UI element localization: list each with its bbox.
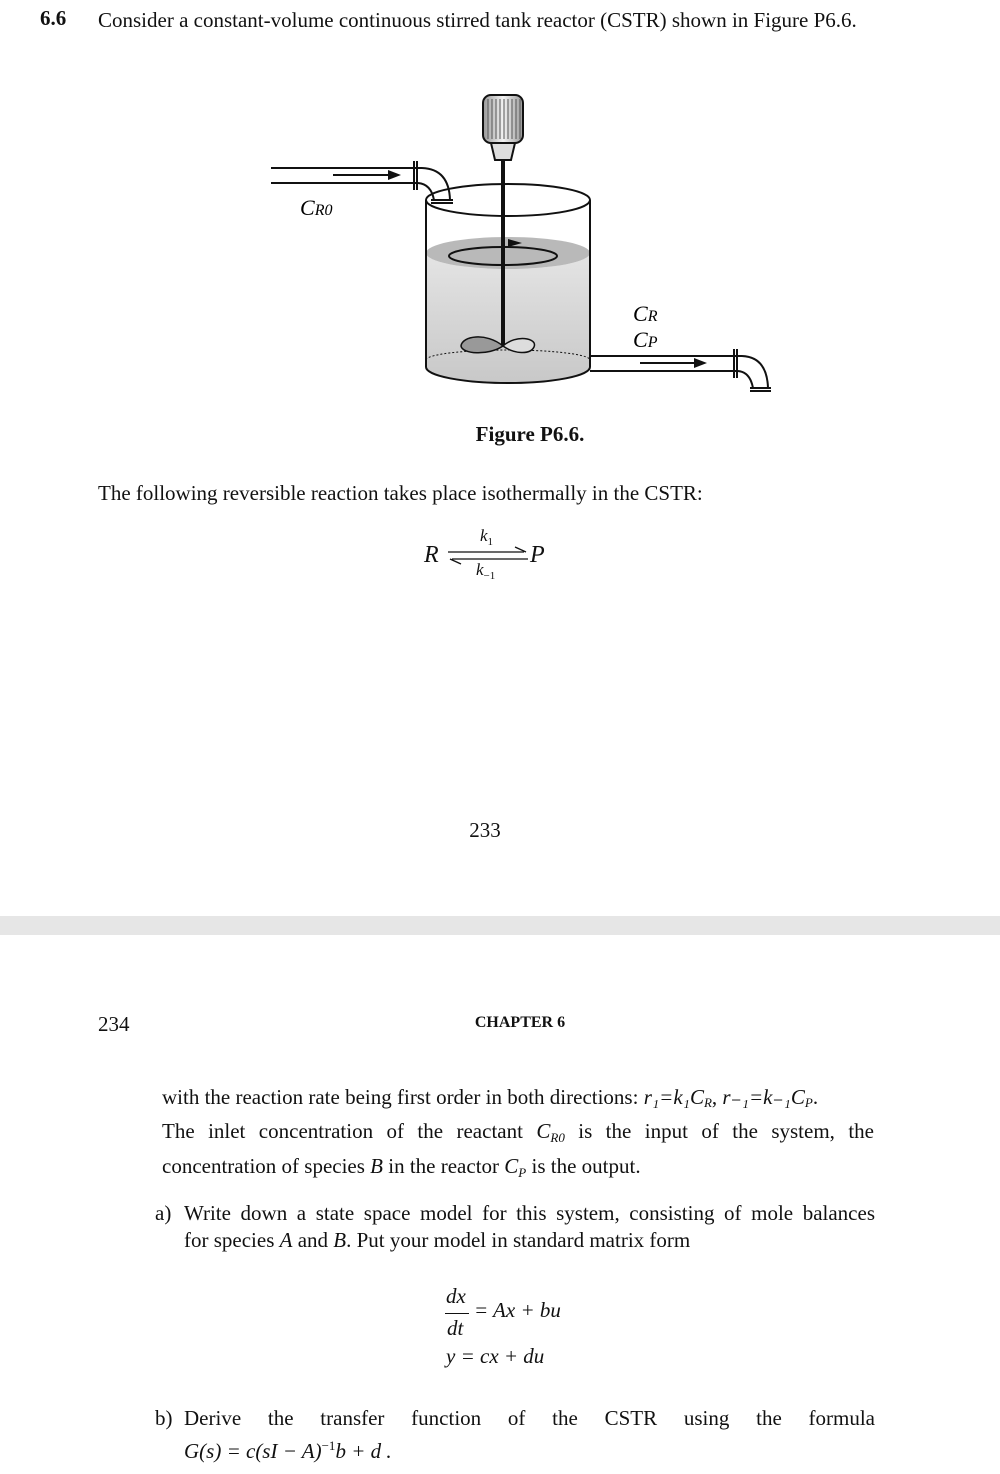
inlet-concentration-label: CR0 <box>300 195 333 220</box>
reaction-equation <box>0 528 1000 588</box>
rate-paragraph <box>162 1082 874 1188</box>
problem-statement: Consider a constant-volume continuous stirred tank reactor (CSTR) shown in Figure P6.6. <box>98 8 857 32</box>
transfer-function-formula: G(s) = c(sI − A)$^{-1}$b + d . <box>184 1438 392 1463</box>
figure-caption: Figure P6.6. <box>475 422 585 446</box>
part-a <box>155 1200 875 1254</box>
outlet-label-cr: CR <box>633 301 658 326</box>
output-equation: y = cx + du <box>446 1344 545 1368</box>
outlet-pipe <box>590 349 771 391</box>
stirrer-motor <box>483 95 523 160</box>
part-b-label: b) <box>155 1406 173 1430</box>
part-b-text: Derive the transfer function of the CSTR using the formula G(s) = c(sI − A)$^{-1}$b + d . <box>184 1406 875 1463</box>
outlet-label-cp: CP <box>633 327 658 352</box>
problem-number: 6.6 <box>40 6 67 30</box>
page-separator <box>0 916 1000 935</box>
outlet-arrow-icon <box>694 358 707 368</box>
page-number-234: 234 <box>98 1012 130 1036</box>
para-line-3: concentration of species B in the reactor $C_P$ is the output. <box>162 1154 641 1180</box>
product-symbol: P <box>530 542 545 568</box>
eq-numerator: dx <box>446 1284 466 1308</box>
inlet-arrow-icon <box>388 170 401 180</box>
page-number: 233 <box>469 818 501 842</box>
reactant-symbol: R <box>424 542 439 568</box>
part-a-label: a) <box>155 1201 172 1225</box>
fraction-bar <box>445 1313 469 1314</box>
part-a-text: Write down a state space model for this system, consisting of mole balances for species A and B. Put your model in standard matrix form <box>184 1201 875 1252</box>
cstr-figure <box>0 0 1000 470</box>
para-line-1: with the reaction rate being first order in both directions: r₁=k₁CR, r₋₁=k₋₁CP. <box>162 1085 819 1110</box>
inlet-pipe <box>271 161 453 203</box>
eq-rhs: = Ax + bu <box>474 1298 561 1322</box>
tank-liquid <box>426 253 590 383</box>
forward-rate-constant: $k_1$ <box>480 526 494 548</box>
part-b <box>155 1405 875 1465</box>
eq-denominator: dt <box>447 1316 464 1340</box>
para-line-2: The inlet concentration of the reactant $C_{R0}$ is the input of the system, the <box>162 1119 874 1145</box>
reverse-rate-constant: $k_{-1}$ <box>476 560 496 582</box>
chapter-header: CHAPTER 6 <box>474 1014 566 1031</box>
intro-text: The following reversible reaction takes place isothermally in the CSTR: <box>98 481 703 505</box>
